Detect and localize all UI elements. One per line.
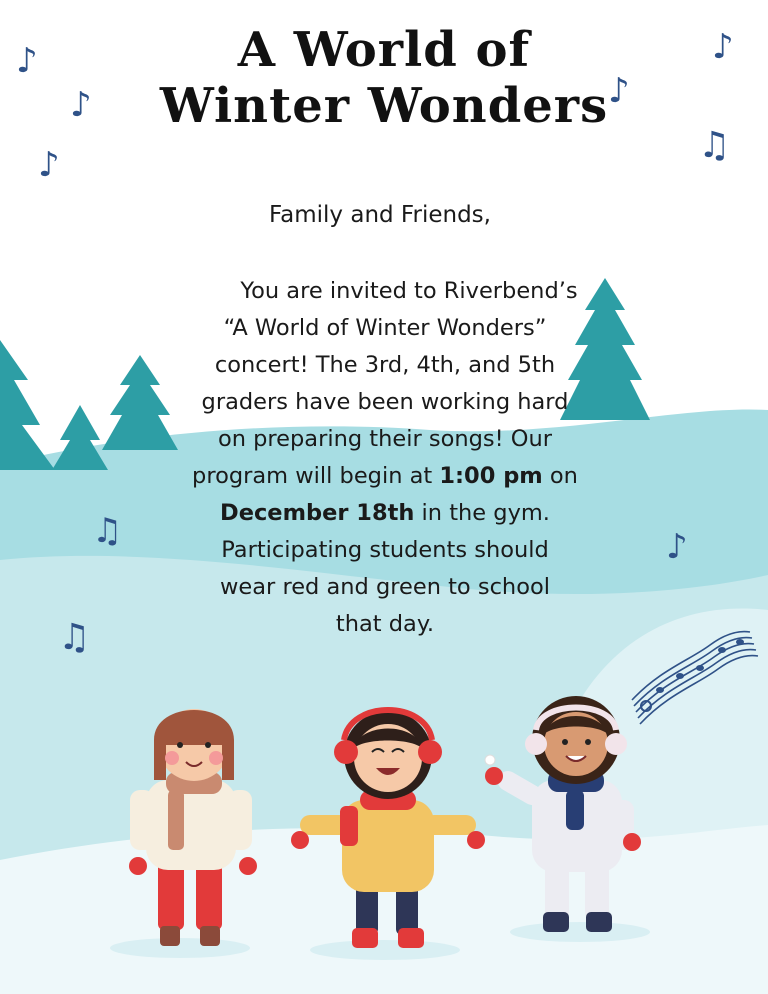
title-line-1: A World of [237,22,531,78]
invitation-text [160,273,610,643]
event-date: December 18th [220,500,415,526]
invitation-line: graders have been working hard [201,389,569,415]
music-note-icon: ♫ [92,511,123,551]
line-text: program will begin at [192,463,440,489]
line-text: in the gym. [414,500,550,526]
invitation-line: that day. [335,611,435,637]
invitation-line [160,495,610,532]
invitation-line: on preparing their songs! Our [217,426,553,452]
title-line-2: Winter Wonders [159,78,609,134]
music-note-icon: ♫ [58,617,91,658]
music-note-icon: ♪ [608,71,630,111]
music-note-icon: ♪ [712,27,734,67]
line-text: on [542,463,578,489]
event-time: 1:00 pm [439,463,543,489]
invitation-line: You are invited to Riverbend’s [240,278,578,304]
invitation-line [160,458,610,495]
music-note-icon: ♪ [38,145,60,185]
greeting: Family and Friends, [269,202,491,228]
invitation-line: “A World of Winter Wonders” [223,315,547,341]
flyer-title [0,22,768,134]
invitation-line: Participating students should [221,537,549,563]
music-note-icon: ♪ [666,527,688,567]
music-note-icon: ♫ [698,125,731,166]
invitation-line: concert! The 3rd, 4th, and 5th [214,352,556,378]
invitation-line: wear red and green to school [220,574,550,600]
music-note-icon: ♪ [16,41,38,81]
music-note-icon: ♪ [70,85,92,125]
